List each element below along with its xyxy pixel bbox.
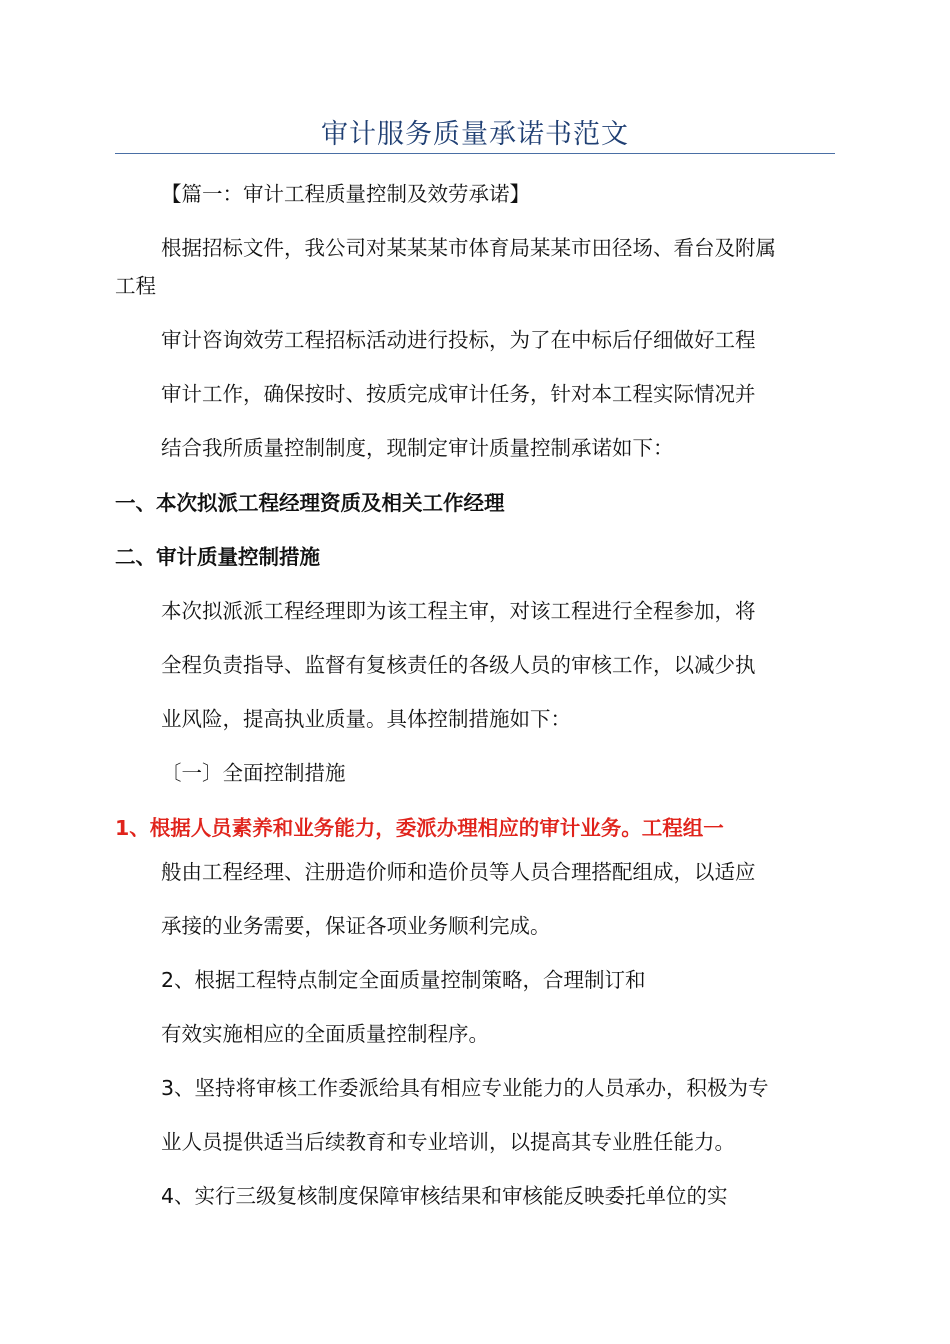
paragraph-line: 根据招标文件，我公司对某某某市体育局某某市田径场、看台及附属 <box>161 236 776 260</box>
paragraph-line: 有效实施相应的全面质量控制程序。 <box>161 1022 489 1046</box>
bold-heading: 二、审计质量控制措施 <box>115 545 320 569</box>
title-underline <box>115 153 835 154</box>
paragraph-line: 结合我所质量控制制度，现制定审计质量控制承诺如下： <box>161 436 674 460</box>
paragraph-line: 承接的业务需要，保证各项业务顺利完成。 <box>161 914 551 938</box>
subsection-heading: 〔一〕全面控制措施 <box>161 761 346 785</box>
section-heading: 【篇一：审计工程质量控制及效劳承诺】 <box>161 182 530 206</box>
paragraph-line: 业人员提供适当后续教育和专业培训，以提高其专业胜任能力。 <box>161 1130 735 1154</box>
paragraph-line: 般由工程经理、注册造价师和造价员等人员合理搭配组成，以适应 <box>161 860 756 884</box>
document-title: 审计服务质量承诺书范文 <box>321 119 629 150</box>
highlighted-item: 1、根据人员素养和业务能力，委派办理相应的审计业务。工程组一 <box>115 816 724 840</box>
bold-heading: 一、本次拟派工程经理资质及相关工作经理 <box>115 491 505 515</box>
list-item: 4、实行三级复核制度保障审核结果和审核能反映委托单位的实 <box>161 1184 728 1208</box>
paragraph-line: 工程 <box>115 274 156 298</box>
list-item: 3、坚持将审核工作委派给具有相应专业能力的人员承办，积极为专 <box>161 1076 769 1100</box>
paragraph-line: 业风险，提高执业质量。具体控制措施如下： <box>161 707 571 731</box>
paragraph-line: 全程负责指导、监督有复核责任的各级人员的审核工作，以减少执 <box>161 653 756 677</box>
paragraph-line: 本次拟派派工程经理即为该工程主审，对该工程进行全程参加，将 <box>161 599 756 623</box>
list-item: 2、根据工程特点制定全面质量控制策略，合理制订和 <box>161 968 646 992</box>
paragraph-line: 审计咨询效劳工程招标活动进行投标，为了在中标后仔细做好工程 <box>161 328 756 352</box>
paragraph-line: 审计工作，确保按时、按质完成审计任务，针对本工程实际情况并 <box>161 382 756 406</box>
